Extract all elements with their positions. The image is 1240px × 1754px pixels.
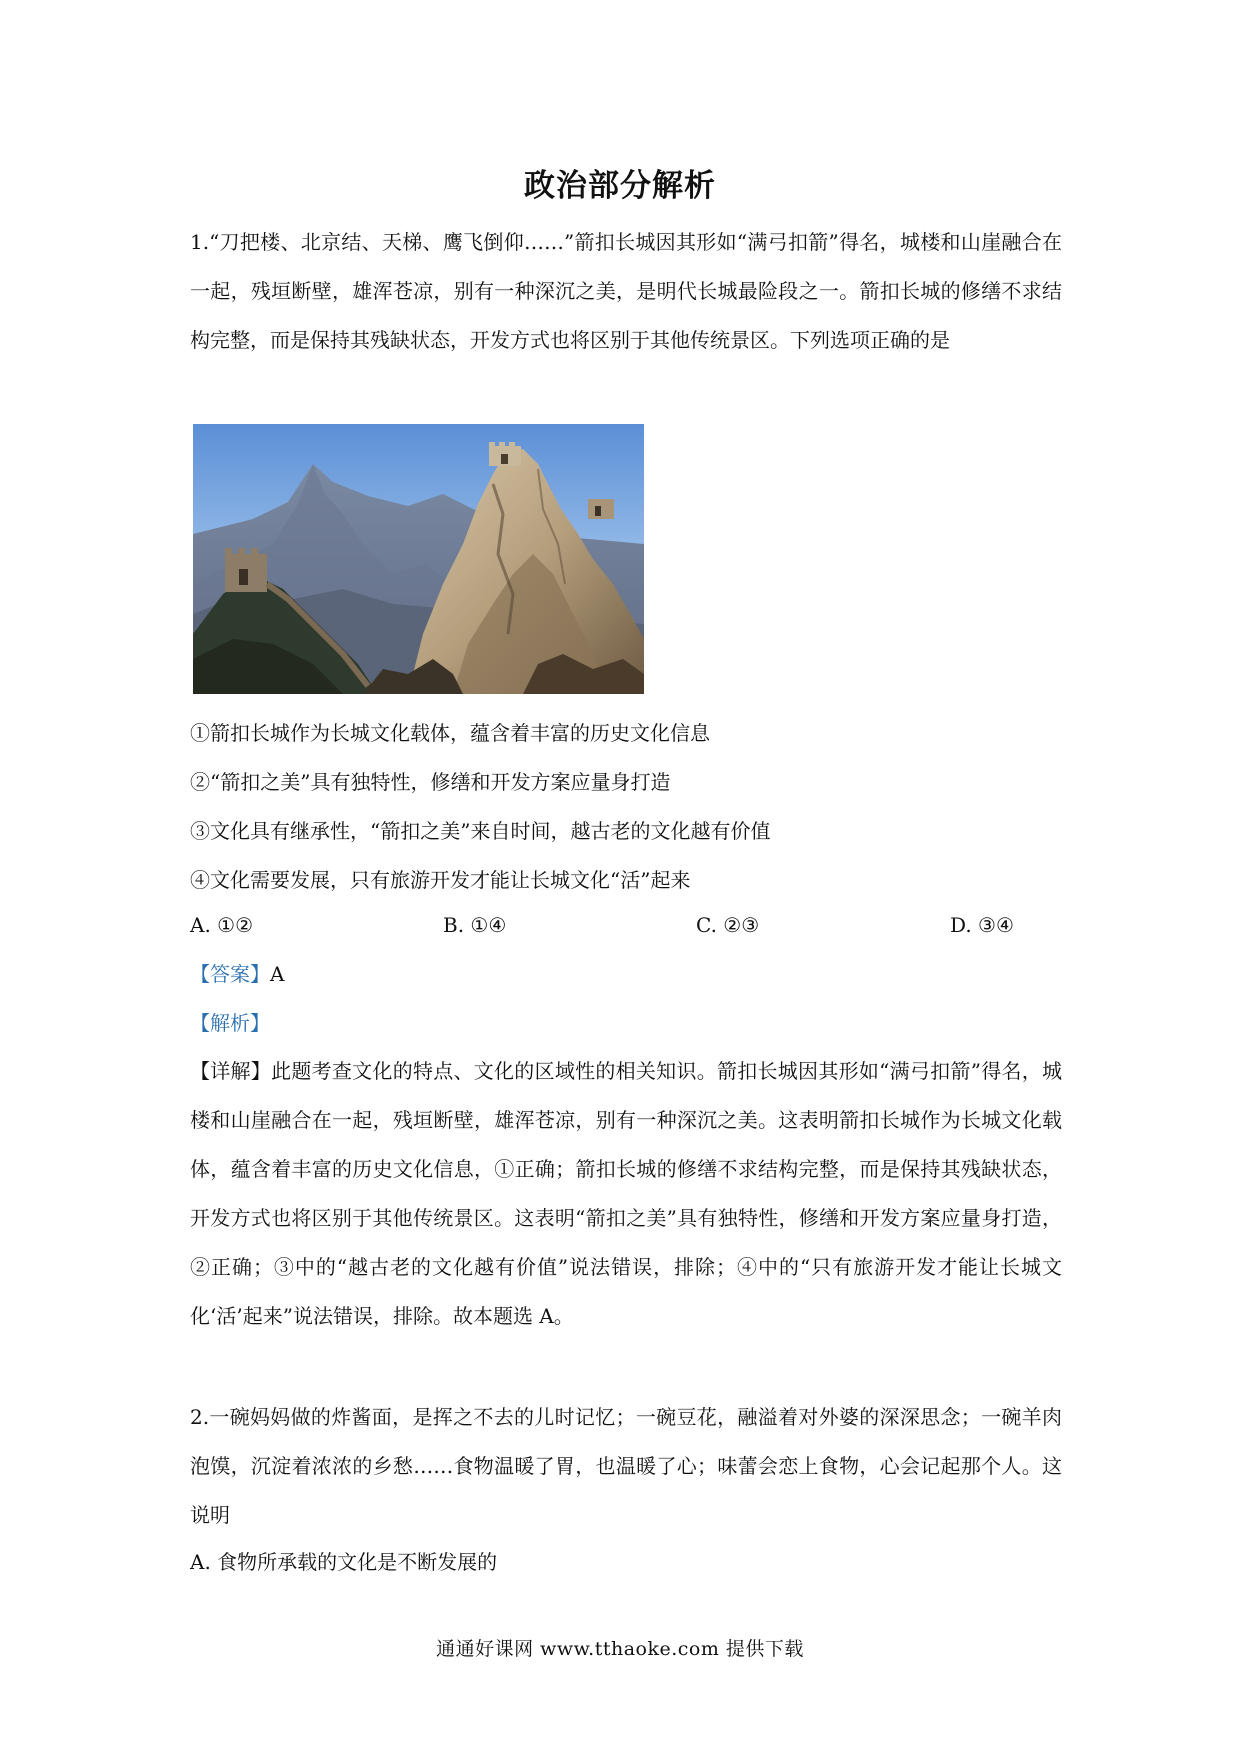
choice-d: D. ③④ xyxy=(950,913,1014,937)
great-wall-photo xyxy=(193,424,644,694)
answer-tag: 【答案】 xyxy=(190,962,270,986)
page-title: 政治部分解析 xyxy=(524,168,716,204)
statement-2: ②“箭扣之美”具有独特性，修缮和开发方案应量身打造 xyxy=(190,770,671,794)
statement-3: ③文化具有继承性，“箭扣之美”来自时间，越古老的文化越有价值 xyxy=(190,819,771,843)
question-1-stem: 1.“刀把楼、北京结、天梯、鹰飞倒仰……”箭扣长城因其形如“满弓扣箭”得名，城楼和山崖融合在一起，残垣断壁，雄浑苍凉，别有一种深沉之美，是明代长城最险段之一。箭扣长城的修缮不求结构完整，而是保持其残缺状态，开发方式也将区别于其他传统景区。下列选项正确的是 xyxy=(190,230,1062,352)
answer-line xyxy=(190,959,284,989)
detail-tag: 【详解】 xyxy=(190,1059,272,1083)
answer-value: A xyxy=(270,962,285,986)
analysis-tag: 【解析】 xyxy=(190,1011,270,1035)
choice-b: B. ①④ xyxy=(443,913,507,937)
statement-4: ④文化需要发展，只有旅游开发才能让长城文化“活”起来 xyxy=(190,868,691,892)
statement-1: ①箭扣长城作为长城文化载体，蕴含着丰富的历史文化信息 xyxy=(190,721,710,745)
question-2-stem: 2.一碗妈妈做的炸酱面，是挥之不去的儿时记忆；一碗豆花，融溢着对外婆的深深思念；一碗羊肉泡馍，沉淀着浓浓的乡愁……食物温暖了胃，也温暖了心；味蕾会恋上食物，心会记起那个人。这说明 xyxy=(190,1405,1062,1527)
footer-text: 通通好课网 www.tthaoke.com 提供下载 xyxy=(436,1638,804,1660)
question-2-option-a: A. 食物所承载的文化是不断发展的 xyxy=(190,1550,498,1574)
choice-a: A. ①② xyxy=(190,913,254,937)
choice-c: C. ②③ xyxy=(696,913,760,937)
detail-paragraph xyxy=(190,1047,1062,1341)
detail-text: 此题考查文化的特点、文化的区域性的相关知识。箭扣长城因其形如“满弓扣箭”得名，城楼和山崖融合在一起，残垣断壁，雄浑苍凉，别有一种深沉之美。这表明箭扣长城作为长城文化载体，蕴含着丰富的历史文化信息，①正确；箭扣长城的修缮不求结构完整，而是保持其残缺状态，开发方式也将区别于其他传统景区。这表明“箭扣之美”具有独特性，修缮和开发方案应量身打造，②正确；③中的“越古老的文化越有价值”说法错误，排除；④中的“只有旅游开发才能让长城文化‘活’起来”说法错误，排除。故本题选 A。 xyxy=(190,1059,1062,1328)
